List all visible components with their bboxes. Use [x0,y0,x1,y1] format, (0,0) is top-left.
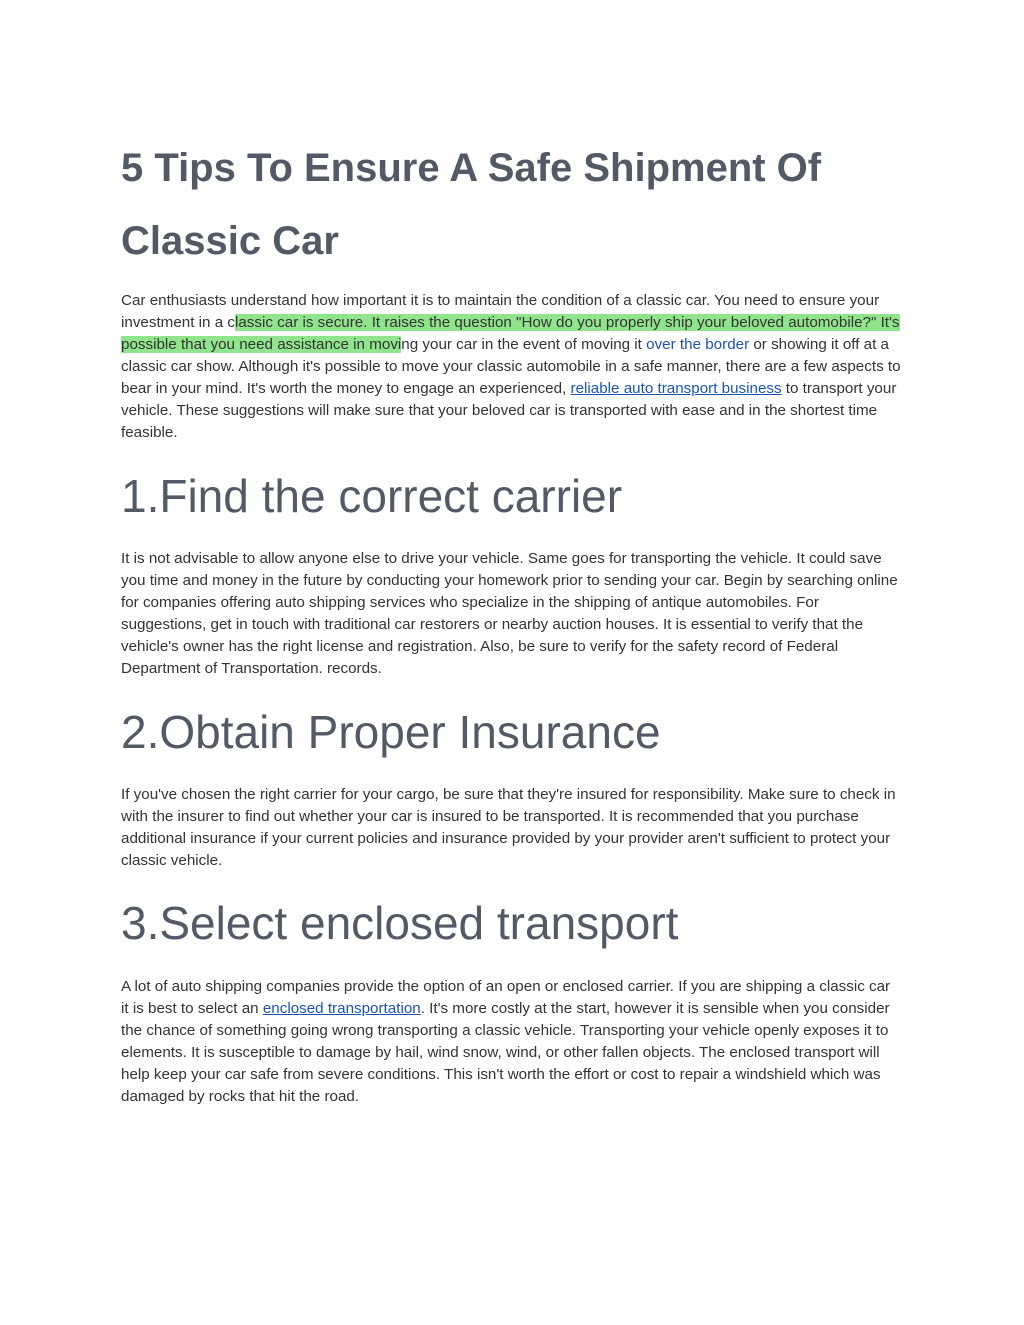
intro-text-2: ng your car in the event of moving it [401,336,642,353]
intro-text-3: or showing it off at a classic car show. Although it's possible to move your classic automobile in a safe manner, there are a few aspects to bear in your mind. It's worth the money to engage an experienced, [121,336,901,397]
enclosed-transportation-link[interactable]: enclosed transportation [262,1000,421,1017]
enclosed-text-2: . It's more costly at the start, however it is sensible when you consider the chance of something going wrong transporting a classic vehicle. Transporting your vehicle openly exposes it to elements. It is susceptible to damage by hail, wind snow, wind, or other fallen objects. The enclosed transport will help keep your car safe from severe conditions. This isn't worth the effort or cost to repair a windshield which was damaged by rocks that hit the road. [121,1000,890,1105]
section-heading-carrier: 1.Find the correct carrier [121,470,623,522]
section-heading-insurance: 2.Obtain Proper Insurance [121,706,661,758]
over-the-border-link[interactable]: over the border [646,336,750,353]
section-heading-enclosed: 3.Select enclosed transport [121,897,679,949]
page-title: 5 Tips To Ensure A Safe Shipment Of Classic Car [121,146,822,263]
intro-text-1: Car enthusiasts understand how important it is to maintain the condition of a classic car. You need to ensure your investment in a c [121,292,880,331]
section-body-enclosed [121,976,901,1108]
section-body-insurance: If you've chosen the right carrier for your cargo, be sure that they're insured for responsibility. Make sure to check in with the insurer to find out whether your car is insured to be transported. It is recommended that you purchase additional insurance if your current policies and insurance provided by your provider aren't sufficient to protect your classic vehicle. [121,786,896,869]
intro-paragraph [121,290,901,444]
reliable-auto-transport-link[interactable]: reliable auto transport business [570,380,782,397]
section-body-carrier: It is not advisable to allow anyone else to drive your vehicle. Same goes for transporting the vehicle. It could save you time and money in the future by conducting your homework prior to sending your car. Begin by searching online for companies offering auto shipping services who specialize in the shipping of antique automobiles. For suggestions, get in touch with traditional car restorers or nearby auction houses. It is essential to verify that the vehicle's owner has the right license and registration. Also, be sure to verify for the safety record of Federal Department of Transportation. records. [121,550,898,677]
intro-text-4: to transport your vehicle. These suggestions will make sure that your beloved car is transported with ease and in the shortest time feasible. [121,380,897,441]
enclosed-text-1: A lot of auto shipping companies provide the option of an open or enclosed carrier. If you are shipping a classic car it is best to select an [121,978,891,1017]
highlighted-text: lassic car is secure. It raises the question "How do you properly ship your beloved automobile?" It's possible that you need assistance in movi [121,314,900,353]
